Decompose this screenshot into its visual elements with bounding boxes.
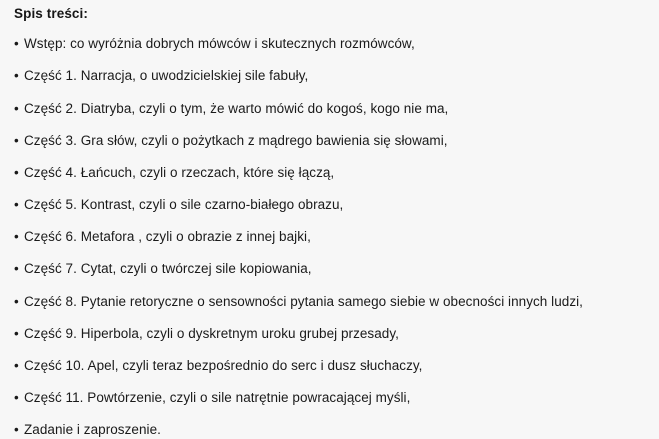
bullet-icon: • <box>14 36 19 52</box>
list-item-label: Część 7. Cytat, czyli o twórczej sile kopiowania, <box>24 261 312 277</box>
bullet-icon: • <box>14 68 19 84</box>
list-item <box>14 101 649 118</box>
list-item-label: Część 3. Gra słów, czyli o pożytkach z mądrego bawienia się słowami, <box>24 132 448 148</box>
bullet-icon: • <box>14 325 19 341</box>
list-item-label: Część 2. Diatryba, czyli o tym, że warto mówić do kogoś, kogo nie ma, <box>24 100 449 116</box>
bullet-icon: • <box>14 164 19 180</box>
bullet-icon: • <box>14 422 19 438</box>
list-item <box>14 358 649 375</box>
list-item-label: Część 10. Apel, czyli teraz bezpośrednio do serc i dusz słuchaczy, <box>24 357 423 373</box>
list-item <box>14 422 649 439</box>
bullet-icon: • <box>14 293 19 309</box>
list-item <box>14 390 649 407</box>
bullet-icon: • <box>14 357 19 373</box>
page-title: Spis treści: <box>14 6 88 21</box>
list-item-label: Część 11. Powtórzenie, czyli o sile natrętnie powracającej myśli, <box>24 390 411 406</box>
list-item-label: Część 1. Narracja, o uwodzicielskiej sile fabuły, <box>24 68 309 84</box>
bullet-icon: • <box>14 390 19 406</box>
list-item-label: Część 8. Pytanie retoryczne o sensowności pytania samego siebie w obecności innych ludzi, <box>24 293 583 309</box>
list-item <box>14 294 649 311</box>
list-item <box>14 229 649 246</box>
list-item <box>14 197 649 214</box>
list-item <box>14 326 649 343</box>
list-item-label: Część 5. Kontrast, czyli o sile czarno-białego obrazu, <box>24 197 344 213</box>
bullet-icon: • <box>14 197 19 213</box>
list-item <box>14 165 649 182</box>
bullet-icon: • <box>14 100 19 116</box>
list-item <box>14 261 649 278</box>
list-item-label: Wstęp: co wyróżnia dobrych mówców i skutecznych rozmówców, <box>24 36 415 52</box>
table-of-contents-list <box>14 36 649 439</box>
list-item-label: Zadanie i zaproszenie. <box>24 422 161 438</box>
list-item-label: Część 9. Hiperbola, czyli o dyskretnym uroku grubej przesady, <box>24 325 399 341</box>
bullet-icon: • <box>14 229 19 245</box>
list-item <box>14 68 649 85</box>
bullet-icon: • <box>14 132 19 148</box>
list-item-label: Część 6. Metafora , czyli o obrazie z innej bajki, <box>24 229 311 245</box>
list-item-label: Część 4. Łańcuch, czyli o rzeczach, które się łączą, <box>24 164 335 180</box>
bullet-icon: • <box>14 261 19 277</box>
list-item <box>14 133 649 150</box>
list-item <box>14 36 649 53</box>
